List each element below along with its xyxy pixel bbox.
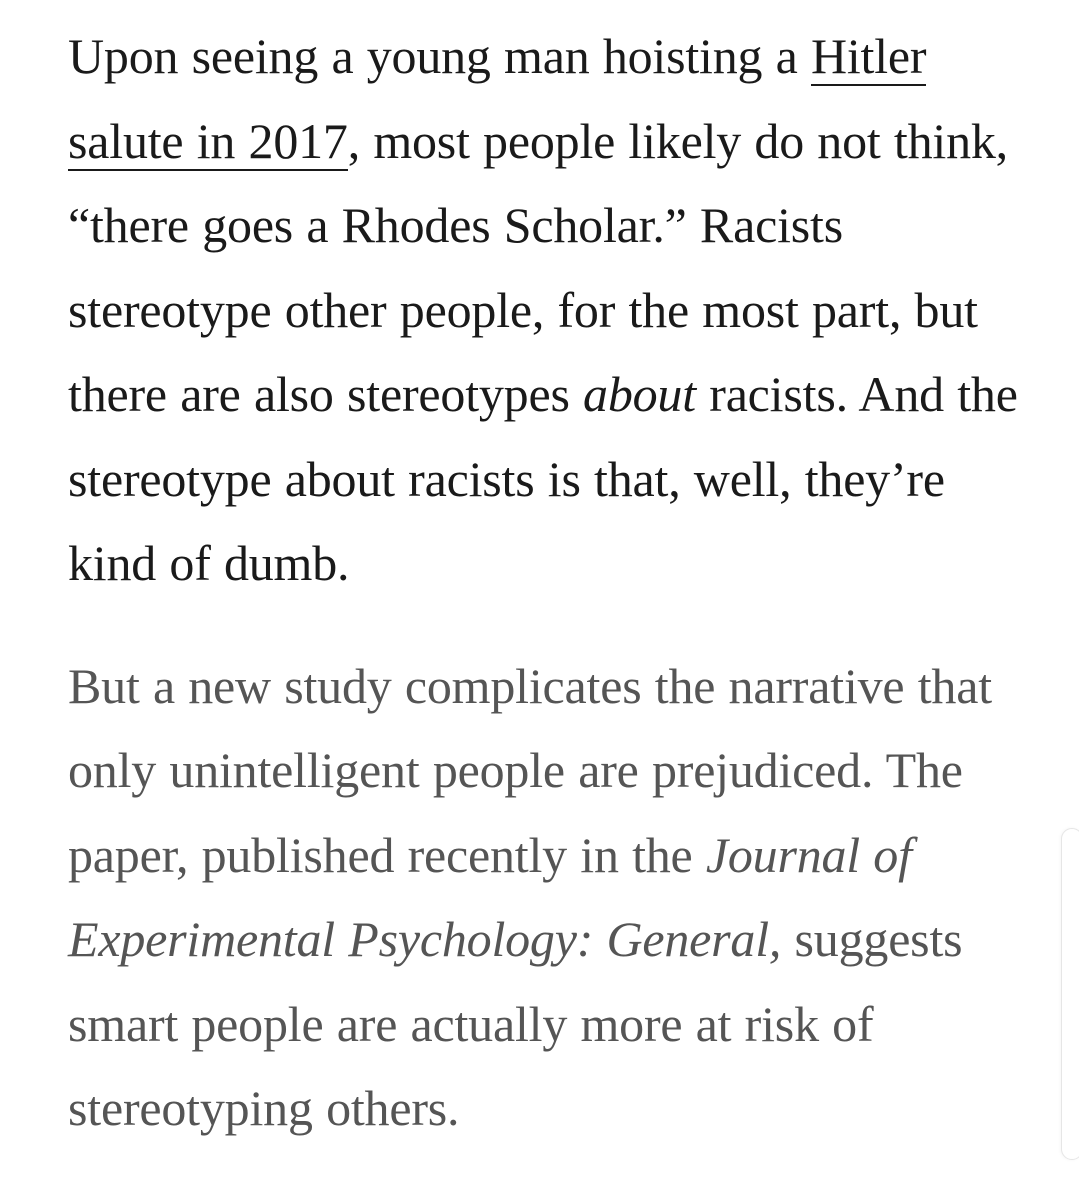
paragraph-1-text-start: Upon seeing a young man hoisting a [68,28,811,84]
side-panel-edge[interactable] [1061,828,1079,1160]
paragraph-1 [68,14,1028,606]
emphasis-about: about [583,366,696,422]
hitler-salute-link[interactable]: Hitler salute in 2017 [68,28,927,169]
paragraph-1-text-end: racists. And the stereotype about racists is that, well, they’re kind of dumb. [68,366,1018,591]
paragraph-2-text-start: But a new study complicates the narrative that only unintelligent people are prejudiced. The paper, published recently in the [68,657,992,883]
journal-title: Journal of Experimental Psychology: General, [68,826,912,967]
article-body [68,14,1028,1151]
paragraph-1-text-middle: , most people likely do not think, “there goes a Rhodes Scholar.” Racists stereotype other people, for the most part, but there are also stereotypes [68,112,1008,422]
paragraph-2 [68,644,1028,1151]
paragraph-2-text-end: suggests smart people are actually more at risk of stereotyping others. [68,911,963,1136]
